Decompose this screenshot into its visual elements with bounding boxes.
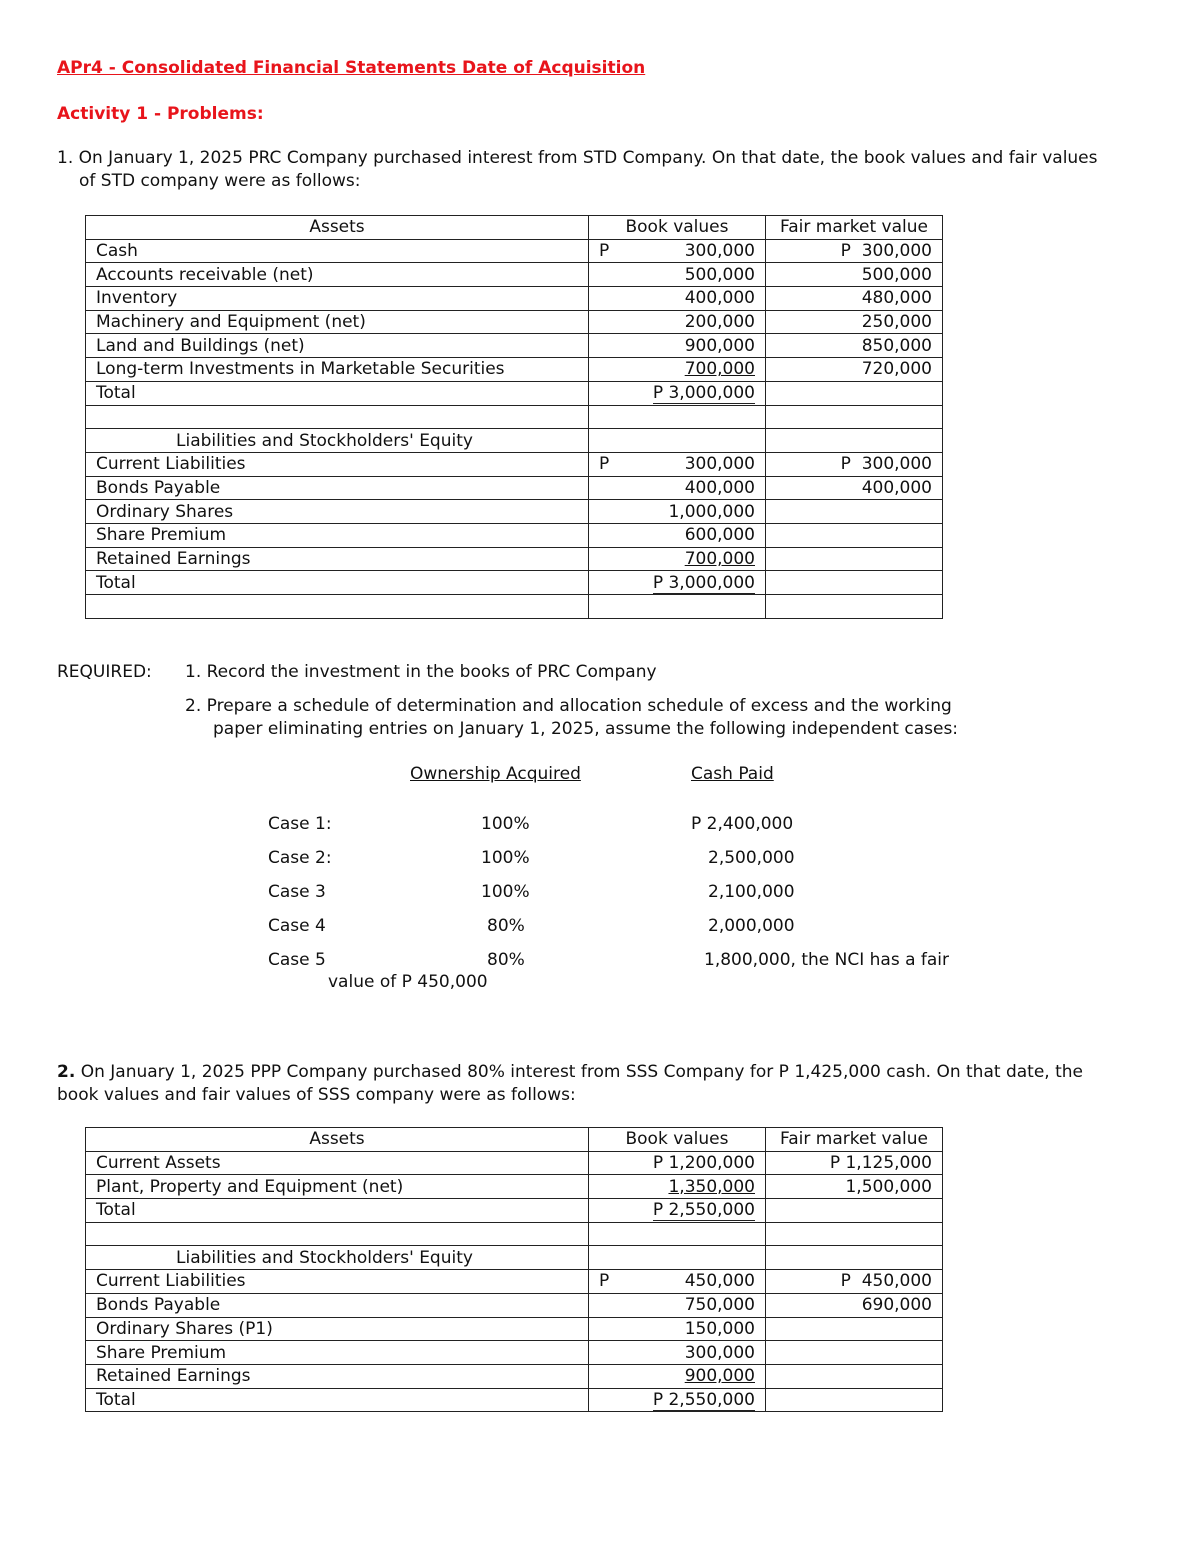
- table-row: [86, 287, 943, 311]
- required-item-2: [185, 695, 958, 741]
- row-label: Current Liabilities: [86, 1270, 589, 1294]
- row-label: Current Assets: [86, 1151, 589, 1175]
- activity-heading: Activity 1 - Problems:: [57, 104, 264, 124]
- currency-prefix: P: [840, 454, 851, 475]
- case-label: Case 5: [268, 950, 326, 970]
- fair-amount: 500,000: [766, 263, 943, 287]
- book-amount: 300,000: [684, 454, 755, 475]
- col-book-values: Book values: [589, 216, 766, 240]
- book-amount: P 3,000,000: [653, 383, 755, 405]
- table-row: [86, 381, 943, 405]
- fair-amount: 850,000: [766, 334, 943, 358]
- row-label: Ordinary Shares: [86, 500, 589, 524]
- fair-value: [766, 1270, 943, 1294]
- table-row: [86, 1199, 943, 1223]
- case-cash: P 2,400,000: [691, 814, 794, 834]
- liab-heading: Liabilities and Stockholders' Equity: [86, 1246, 589, 1270]
- fair-amount: [766, 500, 943, 524]
- required-label: REQUIRED:: [57, 662, 152, 682]
- book-value: [589, 452, 766, 476]
- problem2-balance-table: [85, 1127, 943, 1412]
- table-row: [86, 1341, 943, 1365]
- case-label: Case 2:: [268, 848, 332, 868]
- table-row: [86, 571, 943, 595]
- fair-amount: [766, 1388, 943, 1412]
- blank-row: [86, 1222, 943, 1246]
- book-amount: 700,000: [684, 548, 755, 569]
- table-row: [86, 1175, 943, 1199]
- fair-amount: 720,000: [766, 358, 943, 382]
- fair-value: [766, 452, 943, 476]
- problem2-number: 2.: [57, 1062, 76, 1082]
- book-value: [589, 1388, 766, 1412]
- book-amount: 900,000: [589, 334, 766, 358]
- book-amount: P 2,550,000: [653, 1200, 755, 1222]
- book-value: [589, 358, 766, 382]
- fair-amount: [766, 571, 943, 595]
- fair-amount: 300,000: [861, 454, 932, 475]
- book-value: [589, 1364, 766, 1388]
- case-ownership: 80%: [487, 916, 525, 936]
- row-label: Current Liabilities: [86, 452, 589, 476]
- book-amount: 700,000: [684, 359, 755, 380]
- fair-amount: 300,000: [861, 241, 932, 262]
- problem2-intro-line1: On January 1, 2025 PPP Company purchased 80% interest from SSS Company for P 1,425,000 cash. On that date, the: [75, 1062, 1083, 1082]
- table-header-row: [86, 1128, 943, 1152]
- table-row: [86, 358, 943, 382]
- blank-row: [86, 405, 943, 429]
- case-ownership: 100%: [481, 814, 530, 834]
- row-label: Ordinary Shares (P1): [86, 1317, 589, 1341]
- row-label: Retained Earnings: [86, 1364, 589, 1388]
- row-label: Inventory: [86, 287, 589, 311]
- table-row: [86, 1270, 943, 1294]
- case-label: Case 1:: [268, 814, 332, 834]
- row-label: Share Premium: [86, 523, 589, 547]
- fair-amount: 400,000: [766, 476, 943, 500]
- row-label: Cash: [86, 239, 589, 263]
- fair-amount: [766, 1341, 943, 1365]
- case-ownership: 100%: [481, 848, 530, 868]
- problem1-intro: [57, 147, 1098, 193]
- fair-amount: [766, 547, 943, 571]
- fair-amount: 690,000: [766, 1293, 943, 1317]
- book-amount: P 1,200,000: [589, 1151, 766, 1175]
- row-label: Total: [86, 571, 589, 595]
- liab-heading: Liabilities and Stockholders' Equity: [86, 429, 589, 453]
- book-value: [589, 239, 766, 263]
- fair-amount: [766, 1199, 943, 1223]
- case5-continuation: value of P 450,000: [328, 972, 488, 992]
- page-title: APr4 - Consolidated Financial Statements Date of Acquisition: [57, 58, 646, 78]
- book-value: [589, 547, 766, 571]
- row-label: Land and Buildings (net): [86, 334, 589, 358]
- currency-prefix: P: [599, 1271, 610, 1292]
- problem1-balance-table: [85, 215, 943, 619]
- fair-amount: [766, 1317, 943, 1341]
- book-value: [589, 1175, 766, 1199]
- case-label: Case 3: [268, 882, 326, 902]
- book-amount: 1,000,000: [589, 500, 766, 524]
- case-ownership: 100%: [481, 882, 530, 902]
- fair-amount: [766, 523, 943, 547]
- book-amount: 400,000: [589, 476, 766, 500]
- table-row: [86, 1317, 943, 1341]
- row-label: Retained Earnings: [86, 547, 589, 571]
- table-row: [86, 500, 943, 524]
- table-row: [86, 547, 943, 571]
- fair-amount: 1,500,000: [766, 1175, 943, 1199]
- liab-header-row: [86, 429, 943, 453]
- fair-amount: P 1,125,000: [766, 1151, 943, 1175]
- book-value: [589, 381, 766, 405]
- problem2-intro-line2: book values and fair values of SSS company were as follows:: [57, 1085, 576, 1105]
- required-item-2-line2: paper eliminating entries on January 1, 2025, assume the following independent cases:: [213, 719, 959, 739]
- problem1-intro-line2: of STD company were as follows:: [79, 171, 361, 191]
- book-amount: 600,000: [589, 523, 766, 547]
- row-label: Plant, Property and Equipment (net): [86, 1175, 589, 1199]
- book-amount: 1,350,000: [668, 1176, 755, 1197]
- fair-amount: 250,000: [766, 310, 943, 334]
- case-cash: 1,800,000, the NCI has a fair: [704, 950, 950, 970]
- book-amount: 200,000: [589, 310, 766, 334]
- table-row: [86, 310, 943, 334]
- col-fair-values: Fair market value: [766, 1128, 943, 1152]
- col-assets: Assets: [86, 216, 589, 240]
- fair-value: [766, 239, 943, 263]
- table-row: [86, 1364, 943, 1388]
- fair-amount: [766, 381, 943, 405]
- book-amount: 450,000: [684, 1271, 755, 1292]
- fair-amount: 450,000: [861, 1271, 932, 1292]
- problem1-intro-line1: 1. On January 1, 2025 PRC Company purchased interest from STD Company. On that date, the book values and fair values: [57, 148, 1098, 168]
- table-row: [86, 1293, 943, 1317]
- book-amount: 900,000: [684, 1366, 755, 1387]
- blank-row: [86, 595, 943, 619]
- table-row: [86, 1151, 943, 1175]
- problem2-intro: [57, 1061, 1083, 1107]
- book-amount: 400,000: [589, 287, 766, 311]
- row-label: Total: [86, 1199, 589, 1223]
- book-value: [589, 571, 766, 595]
- book-amount: 300,000: [589, 1341, 766, 1365]
- fair-amount: 480,000: [766, 287, 943, 311]
- book-amount: P 2,550,000: [653, 1390, 755, 1412]
- book-value: [589, 1199, 766, 1223]
- book-amount: P 3,000,000: [653, 573, 755, 595]
- fair-amount: [766, 1364, 943, 1388]
- book-amount: 500,000: [589, 263, 766, 287]
- row-label: Machinery and Equipment (net): [86, 310, 589, 334]
- case-label: Case 4: [268, 916, 326, 936]
- required-item-2-line1: 2. Prepare a schedule of determination and allocation schedule of excess and the working: [185, 696, 952, 716]
- table-header-row: [86, 216, 943, 240]
- row-label: Accounts receivable (net): [86, 263, 589, 287]
- liab-header-row: [86, 1246, 943, 1270]
- case-cash: 2,500,000: [708, 848, 795, 868]
- col-book-values: Book values: [589, 1128, 766, 1152]
- currency-prefix: P: [599, 454, 610, 475]
- table-row: [86, 334, 943, 358]
- currency-prefix: P: [599, 241, 610, 262]
- col-fair-values: Fair market value: [766, 216, 943, 240]
- table-row: [86, 476, 943, 500]
- col-cash-paid: Cash Paid: [691, 764, 774, 784]
- currency-prefix: P: [840, 1271, 851, 1292]
- table-row: [86, 452, 943, 476]
- row-label: Long-term Investments in Marketable Securities: [86, 358, 589, 382]
- case-ownership: 80%: [487, 950, 525, 970]
- table-row: [86, 239, 943, 263]
- book-value: [589, 1270, 766, 1294]
- table-row: [86, 523, 943, 547]
- col-assets: Assets: [86, 1128, 589, 1152]
- case-cash: 2,100,000: [708, 882, 795, 902]
- row-label: Total: [86, 381, 589, 405]
- case-cash: 2,000,000: [708, 916, 795, 936]
- book-amount: 150,000: [589, 1317, 766, 1341]
- table-row: [86, 263, 943, 287]
- required-item-1: 1. Record the investment in the books of PRC Company: [185, 662, 657, 682]
- row-label: Bonds Payable: [86, 476, 589, 500]
- col-ownership: Ownership Acquired: [410, 764, 581, 784]
- row-label: Total: [86, 1388, 589, 1412]
- book-amount: 750,000: [589, 1293, 766, 1317]
- currency-prefix: P: [840, 241, 851, 262]
- row-label: Bonds Payable: [86, 1293, 589, 1317]
- row-label: Share Premium: [86, 1341, 589, 1365]
- book-amount: 300,000: [684, 241, 755, 262]
- table-row: [86, 1388, 943, 1412]
